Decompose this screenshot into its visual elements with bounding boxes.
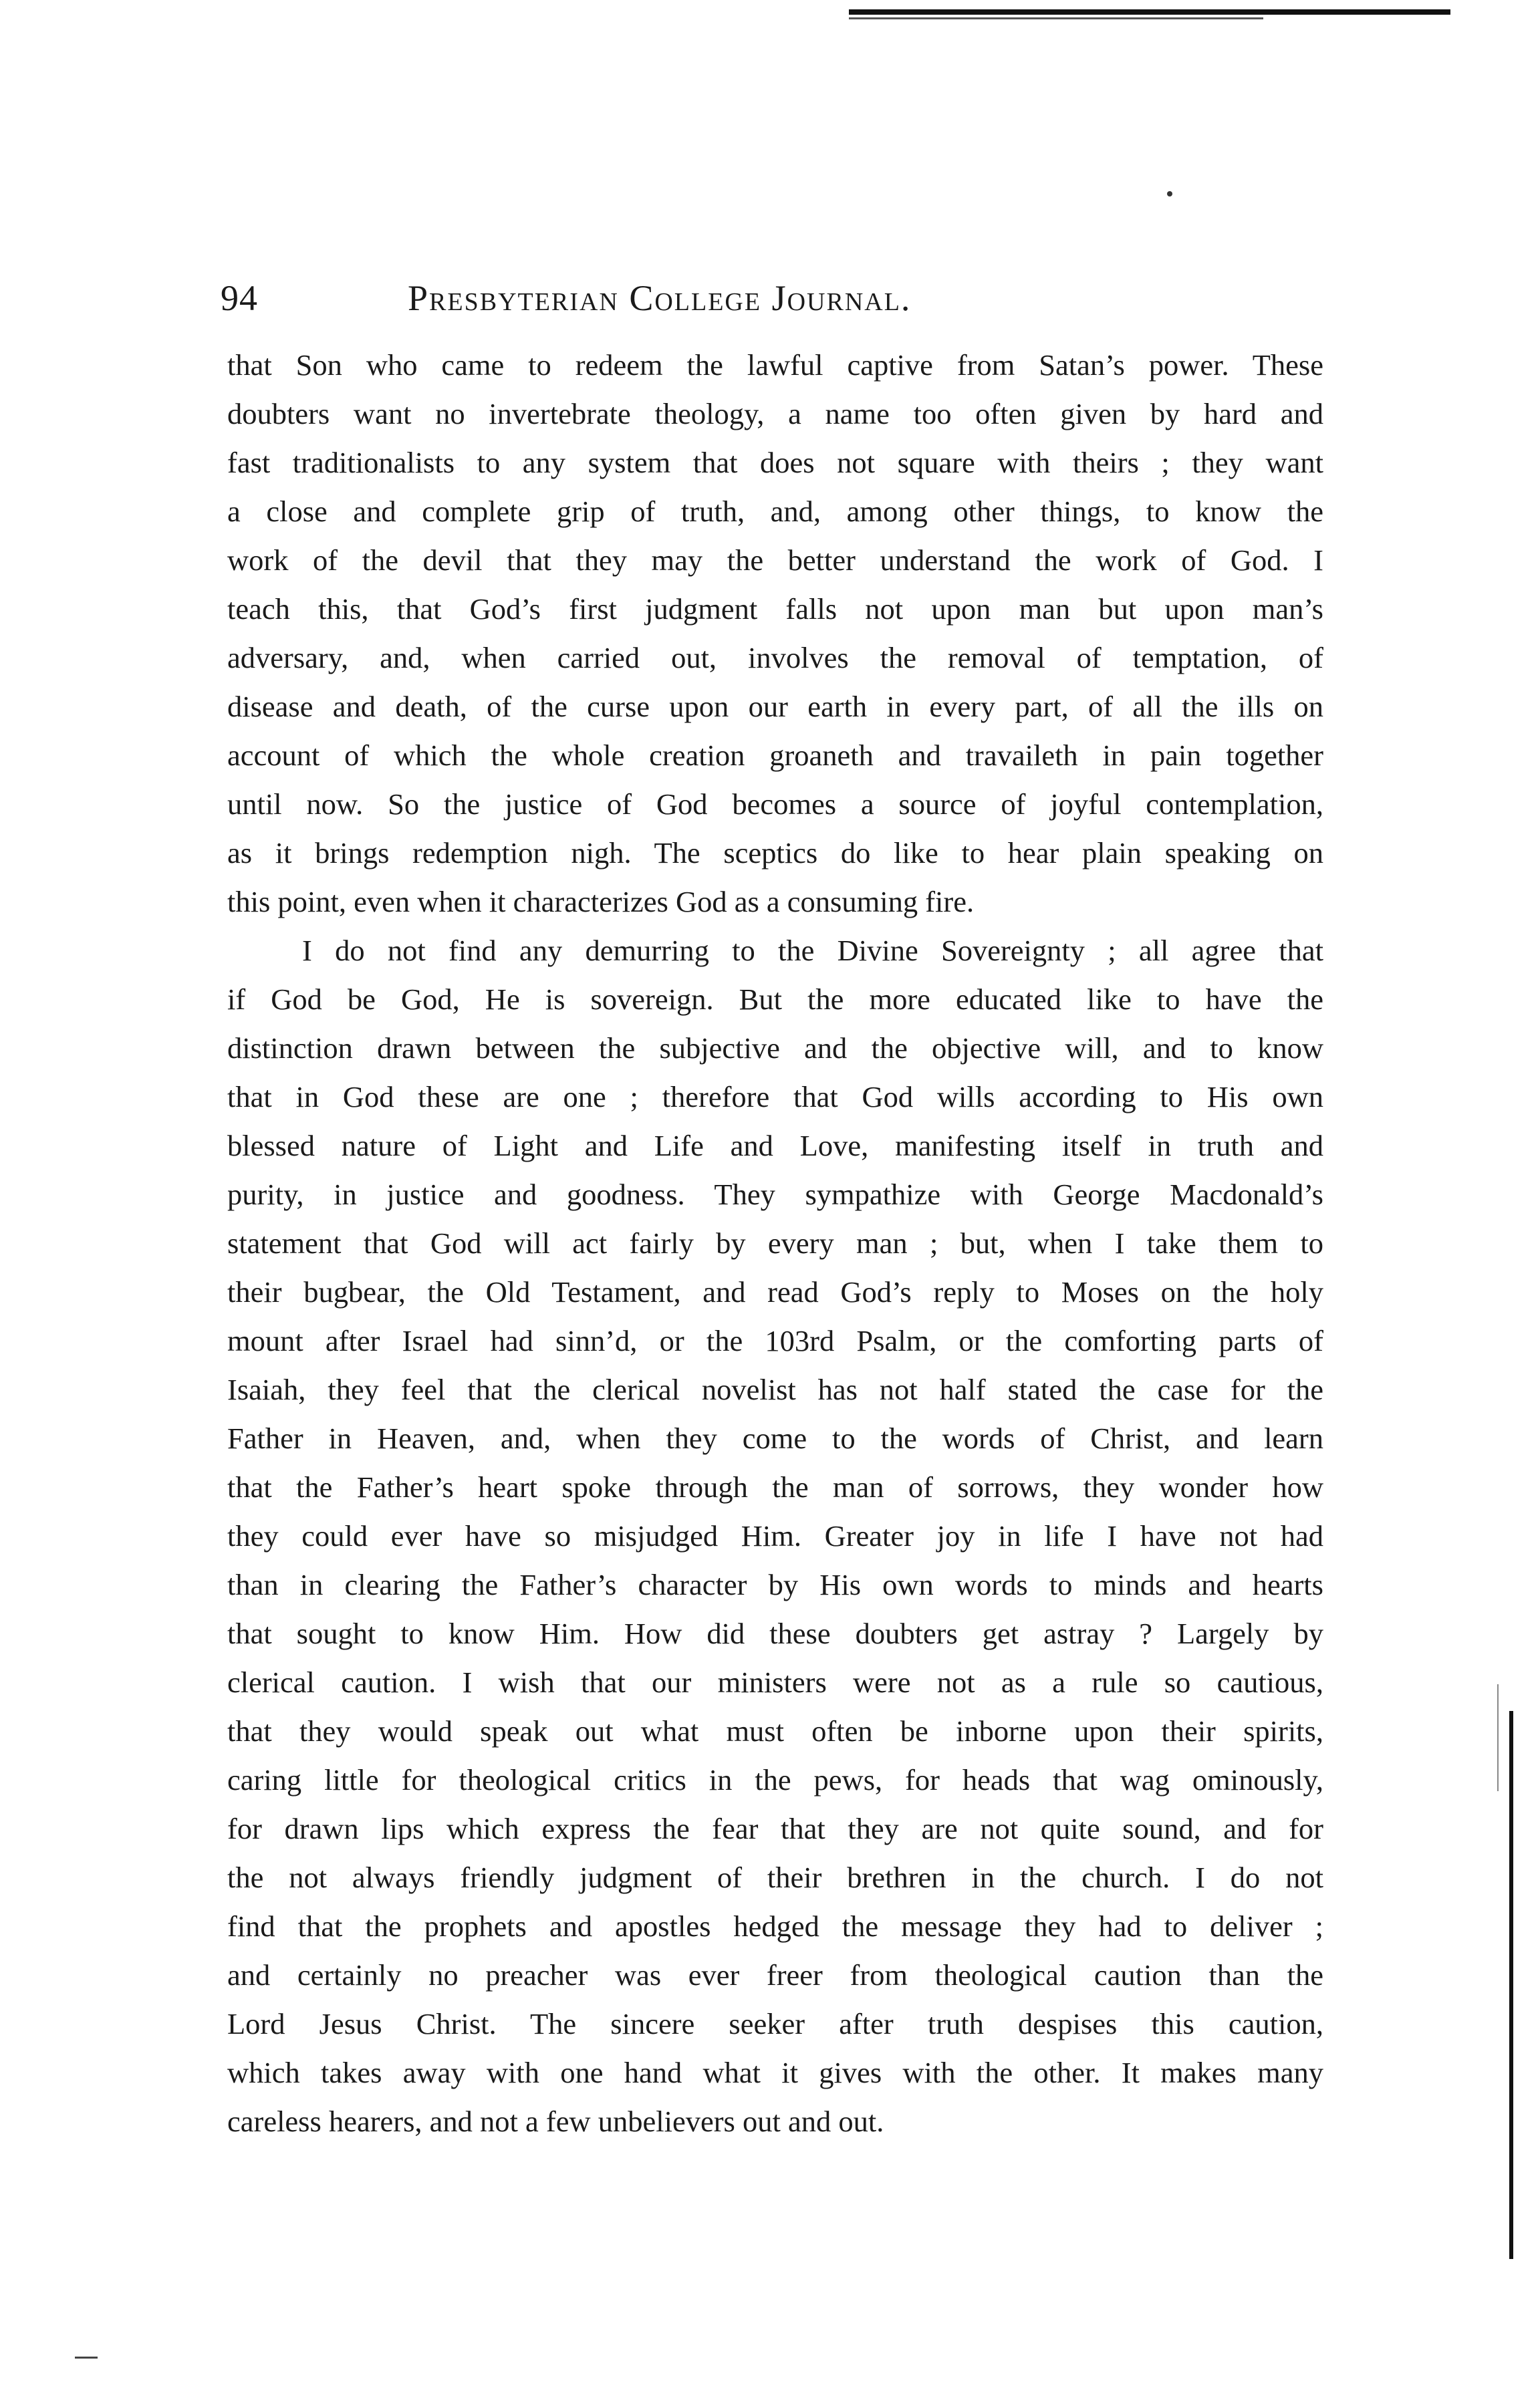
text-line: they could ever have so misjudged Him. Greater joy in life I have not had (227, 1519, 1323, 1553)
text-line: blessed nature of Light and Life and Love, manifesting itself in truth and (227, 1129, 1323, 1162)
text-line: teach this, that God’s first judgment falls not upon man but upon man’s (227, 592, 1323, 626)
text-line: a close and complete grip of truth, and, among other things, to know the (227, 495, 1323, 528)
running-head: Presbyterian College Journal. (408, 278, 912, 318)
text-line: their bugbear, the Old Testament, and read God’s reply to Moses on the holy (227, 1275, 1323, 1309)
text-line: if God be God, He is sovereign. But the more educated like to have the (227, 982, 1323, 1016)
text-line: Father in Heaven, and, when they come to the words of Christ, and learn (227, 1422, 1323, 1455)
text-line: I do not find any demurring to the Divine Sovereignty ; all agree that (302, 934, 1323, 967)
text-line: find that the prophets and apostles hedged the message they had to deliver ; (227, 1909, 1323, 1943)
scan-edge-mark (1509, 1711, 1513, 2259)
scan-speck (75, 2357, 98, 2359)
text-line: purity, in justice and goodness. They sympathize with George Macdonald’s (227, 1178, 1323, 1211)
page-number: 94 (221, 278, 258, 318)
text-line: clerical caution. I wish that our ministers were not as a rule so cautious, (227, 1666, 1323, 1699)
text-line: careless hearers, and not a few unbelievers out and out. (227, 2105, 884, 2138)
body-text (227, 341, 1323, 2146)
paragraph-2 (227, 926, 1323, 2146)
scan-edge-mark (849, 17, 1263, 19)
text-line: adversary, and, when carried out, involves the removal of temptation, of (227, 641, 1323, 674)
text-line: which takes away with one hand what it gives with the other. It makes many (227, 2056, 1323, 2089)
text-line: that the Father’s heart spoke through the man of sorrows, they wonder how (227, 1470, 1323, 1504)
text-line: than in clearing the Father’s character by His own words to minds and hearts (227, 1568, 1323, 1601)
text-line: Lord Jesus Christ. The sincere seeker after truth despises this caution, (227, 2007, 1323, 2040)
text-line: as it brings redemption nigh. The sceptics do like to hear plain speaking on (227, 836, 1323, 870)
text-line: mount after Israel had sinn’d, or the 103rd Psalm, or the comforting parts of (227, 1324, 1323, 1357)
text-line: and certainly no preacher was ever freer from theological caution than the (227, 1958, 1323, 1992)
text-line: that sought to know Him. How did these doubters get astray ? Largely by (227, 1617, 1323, 1650)
paragraph-1 (227, 341, 1323, 926)
scan-speck (1167, 191, 1172, 196)
text-line: until now. So the justice of God becomes a source of joyful contemplation, (227, 787, 1323, 821)
text-line: for drawn lips which express the fear that they are not quite sound, and for (227, 1812, 1323, 1845)
scan-edge-mark (1497, 1684, 1499, 1791)
text-line: account of which the whole creation groaneth and travaileth in pain together (227, 739, 1323, 772)
text-line: work of the devil that they may the better understand the work of God. I (227, 543, 1323, 577)
text-line: this point, even when it characterizes God as a consuming fire. (227, 885, 975, 918)
text-line: that they would speak out what must often be inborne upon their spirits, (227, 1714, 1323, 1748)
text-line: fast traditionalists to any system that does not square with theirs ; they want (227, 446, 1323, 479)
text-line: the not always friendly judgment of their brethren in the church. I do not (227, 1861, 1323, 1894)
text-line: that in God these are one ; therefore that God wills according to His own (227, 1080, 1323, 1113)
text-line: distinction drawn between the subjective and the objective will, and to know (227, 1031, 1323, 1065)
page-header (221, 271, 1330, 331)
text-line: Isaiah, they feel that the clerical novelist has not half stated the case for the (227, 1373, 1323, 1406)
scan-edge-mark (849, 9, 1450, 15)
text-line: disease and death, of the curse upon our earth in every part, of all the ills on (227, 690, 1323, 723)
text-line: statement that God will act fairly by every man ; but, when I take them to (227, 1226, 1323, 1260)
text-line: that Son who came to redeem the lawful captive from Satan’s power. These (227, 348, 1323, 382)
text-line: caring little for theological critics in the pews, for heads that wag ominously, (227, 1763, 1323, 1797)
text-line: doubters want no invertebrate theology, a name too often given by hard and (227, 397, 1323, 430)
